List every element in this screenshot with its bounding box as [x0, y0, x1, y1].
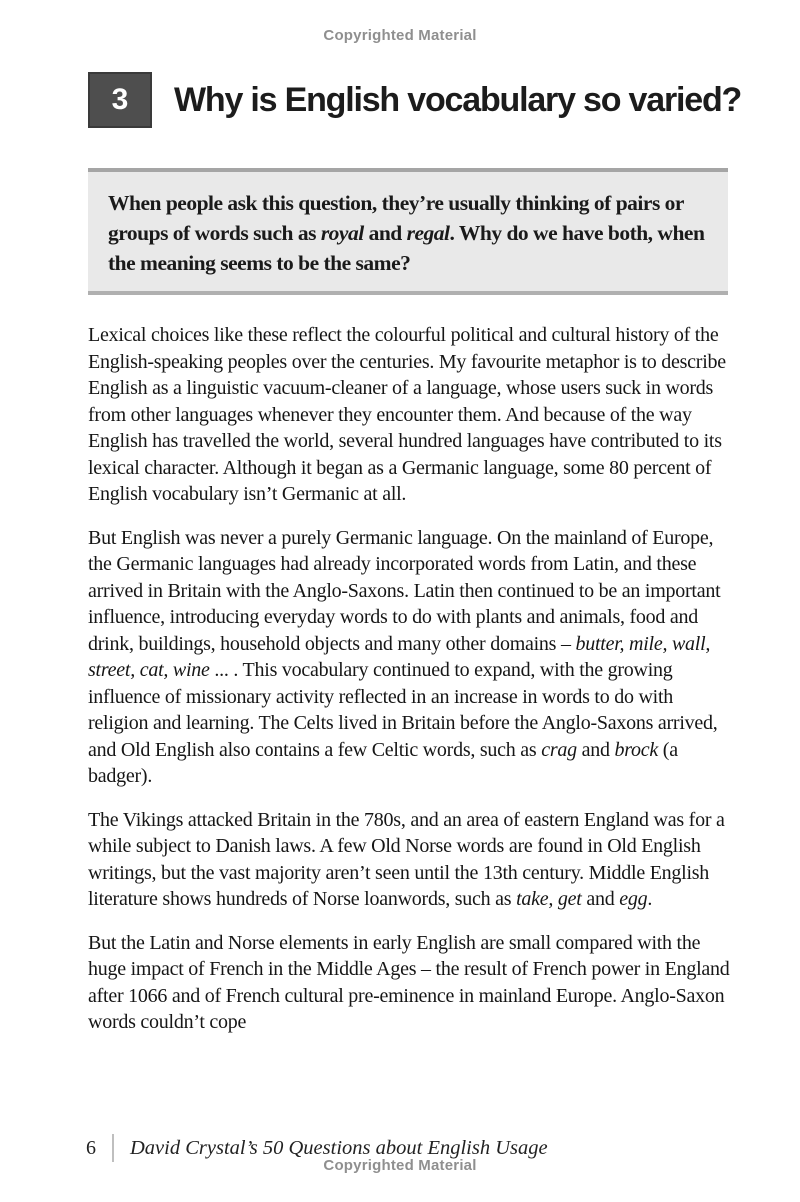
question-text: When people ask this question, they’re usually thinking of pairs or groups of words such as royal and regal. Why do we have both, when the meaning seems to be the same?: [108, 191, 705, 275]
body-text: [88, 322, 733, 1036]
book-title: David Crystal’s 50 Questions about English Usage: [130, 1136, 548, 1159]
chapter-number-badge: [88, 72, 152, 128]
question-box: [88, 168, 728, 295]
chapter-title: Why is English vocabulary so varied?: [174, 80, 742, 119]
chapter-heading: [88, 72, 742, 128]
body-paragraph-4: But the Latin and Norse elements in early English are small compared with the huge impact of French in the Middle Ages – the result of French power in England after 1066 and of French cultural pre-eminence in mainland Europe. Anglo-Saxon words couldn’t cope: [88, 931, 730, 1033]
body-paragraph-3: The Vikings attacked Britain in the 780s, and an area of eastern England was for a while subject to Danish laws. A few Old Norse words are found in Old English writings, but the vast majority aren’t seen until the 13th century. Middle English literature shows hundreds of Norse loanwords, such as take, get and egg.: [88, 808, 725, 910]
copyright-notice-bottom: Copyrighted Material: [323, 1157, 477, 1174]
body-paragraph-2: But English was never a purely Germanic language. On the mainland of Europe, the Germanic languages had already incorporated words from Latin, and these arrived in Britain with the Anglo-Saxons. Latin then continued to be an important influence, introducing everyday words to do with plants and animals, food and drink, buildings, household objects and many other domains – butter, mile, wall, street, cat, wine ... . This vocabulary continued to expand, with the growing influence of missionary activity reflected in an increase in words to do with religion and learning. The Celts lived in Britain before the Anglo-Saxons arrived, and Old English also contains a few Celtic words, such as crag and brock (a badger).: [88, 526, 721, 787]
page-number: 6: [86, 1136, 96, 1159]
body-paragraph-1: Lexical choices like these reflect the colourful political and cultural history of the English-speaking peoples over the centuries. My favourite metaphor is to describe English as a linguistic vacuum-cleaner of a language, whose users suck in words from other languages whenever they encounter them. And because of the way English has travelled the world, several hundred languages have contributed to its lexical character. Although it began as a Germanic language, some 80 percent of English vocabulary isn’t Germanic at all.: [88, 324, 726, 505]
copyright-notice-top: Copyrighted Material: [323, 27, 477, 44]
chapter-number: 3: [111, 83, 129, 116]
